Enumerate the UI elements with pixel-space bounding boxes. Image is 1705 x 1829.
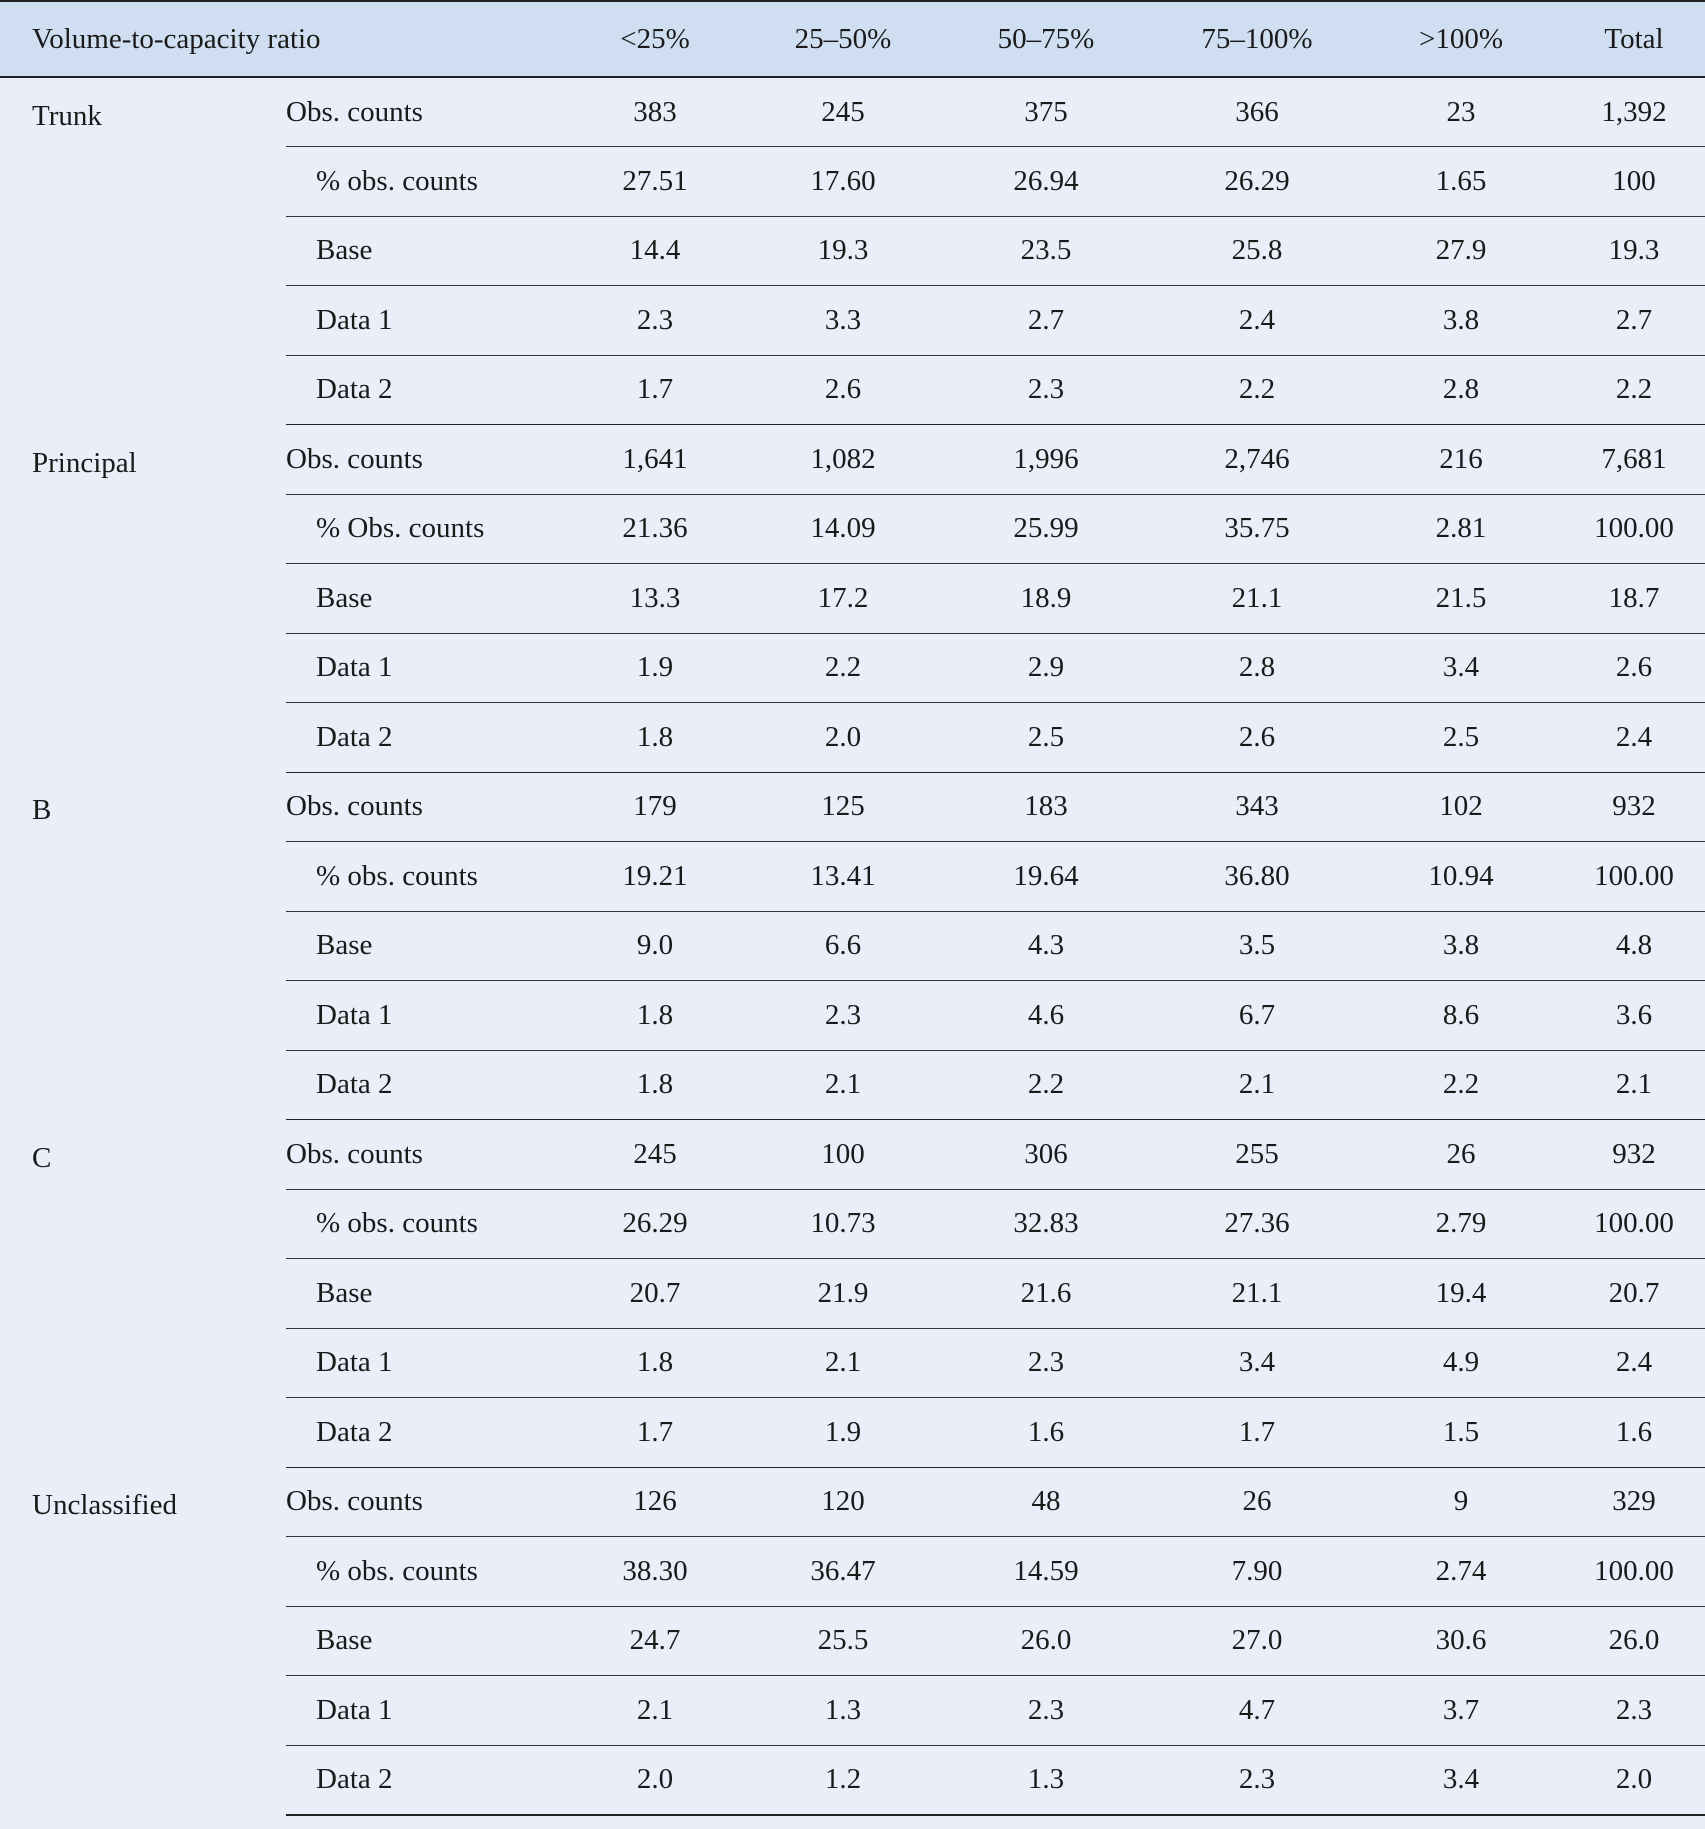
cell-50-75: 2.5 [937, 703, 1155, 773]
cell-gt100: 8.6 [1359, 981, 1563, 1051]
table-row [0, 77, 1705, 147]
cell-lt25: 14.4 [561, 216, 749, 286]
cell-75-100: 6.7 [1155, 981, 1359, 1051]
row-label [286, 703, 561, 773]
row-label [286, 355, 561, 425]
cell-75-100: 2,746 [1155, 425, 1359, 495]
cell-total: 100.00 [1563, 494, 1705, 564]
row-label [286, 633, 561, 703]
row-label [286, 216, 561, 286]
cell-gt100: 2.2 [1359, 1050, 1563, 1120]
cell-total: 100.00 [1563, 842, 1705, 912]
cell-total: 2.0 [1563, 1745, 1705, 1815]
cell-25-50: 10.73 [749, 1189, 937, 1259]
cell-total: 932 [1563, 772, 1705, 842]
cell-lt25: 1.8 [561, 703, 749, 773]
cell-total: 2.7 [1563, 286, 1705, 356]
row-label [286, 425, 561, 495]
cell-total: 2.4 [1563, 1328, 1705, 1398]
cell-25-50: 125 [749, 772, 937, 842]
cell-total: 20.7 [1563, 1259, 1705, 1329]
cell-gt100: 10.94 [1359, 842, 1563, 912]
cell-total: 2.4 [1563, 703, 1705, 773]
cell-gt100: 26 [1359, 1120, 1563, 1190]
cell-50-75: 2.3 [937, 355, 1155, 425]
row-label [286, 1606, 561, 1676]
row-label-text: Data 1 [316, 303, 393, 336]
row-label [286, 911, 561, 981]
cell-total: 3.6 [1563, 981, 1705, 1051]
cell-gt100: 1.65 [1359, 147, 1563, 217]
cell-total: 100 [1563, 147, 1705, 217]
row-label [286, 147, 561, 217]
cell-lt25: 126 [561, 1467, 749, 1537]
cell-75-100: 27.36 [1155, 1189, 1359, 1259]
cell-25-50: 25.5 [749, 1606, 937, 1676]
cell-total: 1.6 [1563, 1398, 1705, 1468]
cell-gt100: 2.79 [1359, 1189, 1563, 1259]
cell-total: 7,681 [1563, 425, 1705, 495]
cell-50-75: 1.6 [937, 1398, 1155, 1468]
row-label [286, 772, 561, 842]
row-label-text: Base [316, 1624, 373, 1657]
cell-25-50: 2.0 [749, 703, 937, 773]
cell-50-75: 4.6 [937, 981, 1155, 1051]
row-label-text: Obs. counts [286, 1137, 423, 1170]
cell-50-75: 2.9 [937, 633, 1155, 703]
table-body [0, 77, 1705, 1815]
row-label-text: Base [316, 234, 373, 267]
table-row [0, 1120, 1705, 1190]
cell-gt100: 1.5 [1359, 1398, 1563, 1468]
cell-50-75: 2.2 [937, 1050, 1155, 1120]
table-row [0, 772, 1705, 842]
cell-total: 2.3 [1563, 1676, 1705, 1746]
row-label-text: Data 2 [316, 373, 393, 406]
cell-total: 329 [1563, 1467, 1705, 1537]
cell-lt25: 1.7 [561, 1398, 749, 1468]
cell-75-100: 25.8 [1155, 216, 1359, 286]
cell-25-50: 245 [749, 77, 937, 147]
row-label-text: Data 1 [316, 998, 393, 1031]
cell-75-100: 26 [1155, 1467, 1359, 1537]
cell-50-75: 48 [937, 1467, 1155, 1537]
cell-total: 932 [1563, 1120, 1705, 1190]
cell-total: 18.7 [1563, 564, 1705, 634]
group-label: Principal [32, 446, 137, 479]
cell-50-75: 26.94 [937, 147, 1155, 217]
cell-50-75: 26.0 [937, 1606, 1155, 1676]
cell-lt25: 245 [561, 1120, 749, 1190]
row-label [286, 564, 561, 634]
row-label [286, 1189, 561, 1259]
row-label [286, 842, 561, 912]
row-label-text: % obs. counts [316, 1207, 478, 1240]
row-label [286, 1467, 561, 1537]
cell-lt25: 24.7 [561, 1606, 749, 1676]
cell-75-100: 27.0 [1155, 1606, 1359, 1676]
cell-50-75: 19.64 [937, 842, 1155, 912]
row-label-text: Base [316, 1276, 373, 1309]
cell-75-100: 7.90 [1155, 1537, 1359, 1607]
row-label [286, 494, 561, 564]
header-title: Volume-to-capacity ratio [0, 1, 561, 77]
cell-75-100: 343 [1155, 772, 1359, 842]
cell-lt25: 13.3 [561, 564, 749, 634]
row-label [286, 1398, 561, 1468]
row-label [286, 77, 561, 147]
cell-gt100: 2.8 [1359, 355, 1563, 425]
header-col-75-100: 75–100% [1155, 1, 1359, 77]
table-row [0, 1467, 1705, 1537]
cell-gt100: 3.8 [1359, 911, 1563, 981]
cell-lt25: 2.3 [561, 286, 749, 356]
cell-lt25: 1.8 [561, 1328, 749, 1398]
cell-75-100: 26.29 [1155, 147, 1359, 217]
cell-50-75: 1.3 [937, 1745, 1155, 1815]
cell-total: 26.0 [1563, 1606, 1705, 1676]
row-label [286, 1050, 561, 1120]
cell-lt25: 26.29 [561, 1189, 749, 1259]
row-label-text: Data 2 [316, 1763, 393, 1795]
cell-50-75: 32.83 [937, 1189, 1155, 1259]
cell-25-50: 100 [749, 1120, 937, 1190]
cell-gt100: 3.8 [1359, 286, 1563, 356]
row-label [286, 1120, 561, 1190]
table-header [0, 1, 1705, 77]
cell-total: 1,392 [1563, 77, 1705, 147]
cell-25-50: 21.9 [749, 1259, 937, 1329]
cell-gt100: 3.4 [1359, 633, 1563, 703]
cell-75-100: 36.80 [1155, 842, 1359, 912]
cell-lt25: 2.1 [561, 1676, 749, 1746]
header-col-25-50: 25–50% [749, 1, 937, 77]
row-label-text: Data 1 [316, 1693, 393, 1726]
row-label-text: Data 1 [316, 651, 393, 684]
cell-25-50: 2.1 [749, 1050, 937, 1120]
cell-lt25: 2.0 [561, 1745, 749, 1815]
cell-75-100: 2.2 [1155, 355, 1359, 425]
group-label: C [32, 1141, 52, 1174]
row-label [286, 286, 561, 356]
cell-lt25: 179 [561, 772, 749, 842]
row-label [286, 1676, 561, 1746]
cell-lt25: 9.0 [561, 911, 749, 981]
row-label [286, 981, 561, 1051]
group-label: B [32, 794, 52, 826]
row-label-text: Data 1 [316, 1346, 393, 1379]
cell-25-50: 13.41 [749, 842, 937, 912]
cell-75-100: 3.4 [1155, 1328, 1359, 1398]
cell-lt25: 1.9 [561, 633, 749, 703]
header-row [0, 1, 1705, 77]
row-label-text: Base [316, 581, 373, 614]
cell-25-50: 19.3 [749, 216, 937, 286]
row-label [286, 1537, 561, 1607]
cell-25-50: 14.09 [749, 494, 937, 564]
cell-75-100: 2.4 [1155, 286, 1359, 356]
cell-50-75: 21.6 [937, 1259, 1155, 1329]
cell-gt100: 30.6 [1359, 1606, 1563, 1676]
cell-75-100: 21.1 [1155, 564, 1359, 634]
cell-gt100: 19.4 [1359, 1259, 1563, 1329]
row-label [286, 1745, 561, 1815]
cell-25-50: 2.6 [749, 355, 937, 425]
cell-gt100: 4.9 [1359, 1328, 1563, 1398]
cell-gt100: 21.5 [1359, 564, 1563, 634]
cell-25-50: 17.2 [749, 564, 937, 634]
cell-25-50: 1,082 [749, 425, 937, 495]
cell-50-75: 2.3 [937, 1328, 1155, 1398]
header-col-total: Total [1563, 1, 1705, 77]
cell-50-75: 25.99 [937, 494, 1155, 564]
cell-75-100: 255 [1155, 1120, 1359, 1190]
cell-25-50: 1.3 [749, 1676, 937, 1746]
row-label-text: Obs. counts [286, 790, 423, 823]
cell-total: 2.1 [1563, 1050, 1705, 1120]
cell-lt25: 27.51 [561, 147, 749, 217]
table-row [0, 425, 1705, 495]
cell-75-100: 3.5 [1155, 911, 1359, 981]
cell-lt25: 19.21 [561, 842, 749, 912]
cell-75-100: 2.1 [1155, 1050, 1359, 1120]
cell-gt100: 216 [1359, 425, 1563, 495]
row-label [286, 1328, 561, 1398]
group-label: Trunk [32, 100, 102, 132]
cell-lt25: 20.7 [561, 1259, 749, 1329]
cell-lt25: 21.36 [561, 494, 749, 564]
cell-25-50: 6.6 [749, 911, 937, 981]
row-label [286, 1259, 561, 1329]
header-col-gt100: >100% [1359, 1, 1563, 77]
cell-50-75: 23.5 [937, 216, 1155, 286]
cell-25-50: 2.3 [749, 981, 937, 1051]
row-label-text: % obs. counts [316, 859, 478, 892]
cell-gt100: 3.7 [1359, 1676, 1563, 1746]
cell-75-100: 1.7 [1155, 1398, 1359, 1468]
cell-50-75: 1,996 [937, 425, 1155, 495]
cell-gt100: 2.5 [1359, 703, 1563, 773]
row-label-text: Obs. counts [286, 1485, 423, 1518]
row-label-text: Obs. counts [286, 442, 423, 475]
cell-gt100: 2.74 [1359, 1537, 1563, 1607]
cell-gt100: 102 [1359, 772, 1563, 842]
row-label-text: Base [316, 929, 373, 962]
cell-total: 19.3 [1563, 216, 1705, 286]
cell-total: 2.2 [1563, 355, 1705, 425]
cell-75-100: 21.1 [1155, 1259, 1359, 1329]
header-col-50-75: 50–75% [937, 1, 1155, 77]
cell-50-75: 375 [937, 77, 1155, 147]
cell-total: 100.00 [1563, 1189, 1705, 1259]
cell-25-50: 1.9 [749, 1398, 937, 1468]
cell-75-100: 35.75 [1155, 494, 1359, 564]
header-col-lt25: <25% [561, 1, 749, 77]
cell-75-100: 366 [1155, 77, 1359, 147]
cell-50-75: 18.9 [937, 564, 1155, 634]
row-label-text: % obs. counts [316, 1554, 478, 1587]
cell-gt100: 3.4 [1359, 1745, 1563, 1815]
cell-50-75: 14.59 [937, 1537, 1155, 1607]
cell-75-100: 2.8 [1155, 633, 1359, 703]
cell-75-100: 2.3 [1155, 1745, 1359, 1815]
cell-50-75: 306 [937, 1120, 1155, 1190]
cell-lt25: 1.8 [561, 1050, 749, 1120]
cell-total: 4.8 [1563, 911, 1705, 981]
cell-50-75: 2.3 [937, 1676, 1155, 1746]
cell-50-75: 183 [937, 772, 1155, 842]
cell-lt25: 38.30 [561, 1537, 749, 1607]
cell-lt25: 1.8 [561, 981, 749, 1051]
cell-total: 2.6 [1563, 633, 1705, 703]
cell-gt100: 2.81 [1359, 494, 1563, 564]
row-label-text: Data 2 [316, 1415, 393, 1448]
row-label-text: Data 2 [316, 720, 393, 753]
cell-25-50: 36.47 [749, 1537, 937, 1607]
cell-50-75: 2.7 [937, 286, 1155, 356]
group-label: Unclassified [32, 1489, 177, 1521]
row-label-text: % obs. counts [316, 164, 478, 197]
cell-25-50: 1.2 [749, 1745, 937, 1815]
cell-lt25: 1,641 [561, 425, 749, 495]
cell-75-100: 4.7 [1155, 1676, 1359, 1746]
cell-25-50: 2.2 [749, 633, 937, 703]
cell-75-100: 2.6 [1155, 703, 1359, 773]
cell-25-50: 3.3 [749, 286, 937, 356]
cell-lt25: 383 [561, 77, 749, 147]
cell-50-75: 4.3 [937, 911, 1155, 981]
cell-lt25: 1.7 [561, 355, 749, 425]
cell-25-50: 120 [749, 1467, 937, 1537]
cell-gt100: 27.9 [1359, 216, 1563, 286]
cell-gt100: 9 [1359, 1467, 1563, 1537]
cell-total: 100.00 [1563, 1537, 1705, 1607]
row-label-text: Data 2 [316, 1068, 393, 1101]
row-label-text: % Obs. counts [316, 512, 485, 545]
cell-25-50: 2.1 [749, 1328, 937, 1398]
cell-25-50: 17.60 [749, 147, 937, 217]
cell-gt100: 23 [1359, 77, 1563, 147]
row-label-text: Obs. counts [286, 95, 423, 128]
